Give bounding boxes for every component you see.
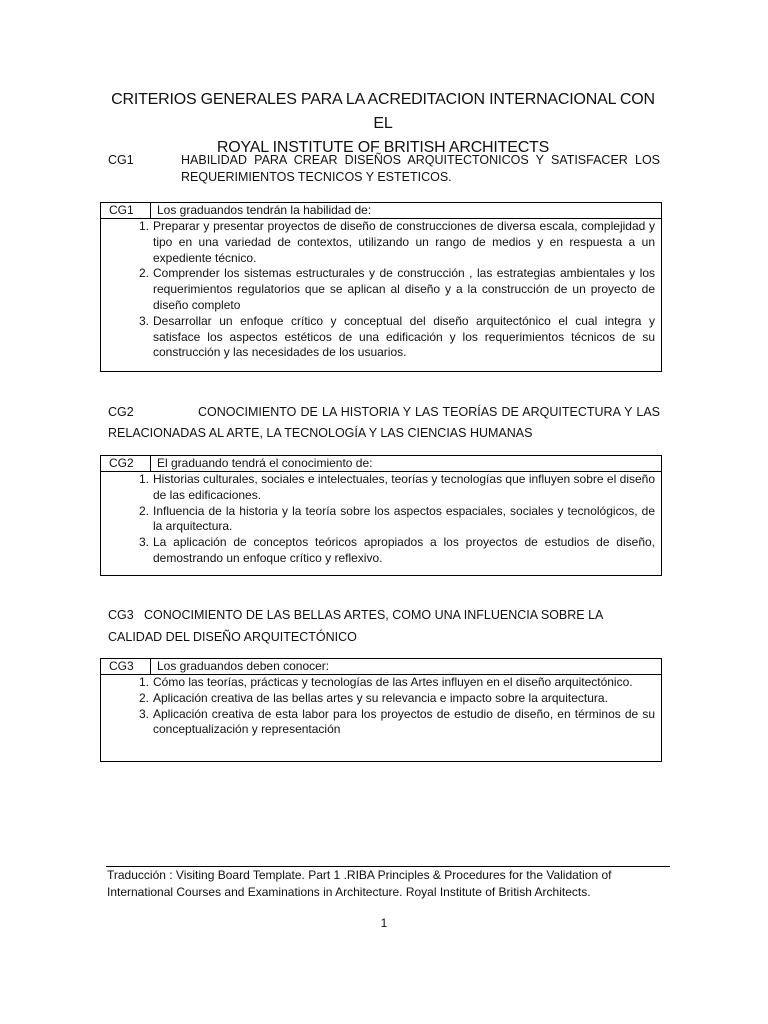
section-heading-cg3 bbox=[108, 604, 660, 648]
section-heading-cg1 bbox=[108, 152, 660, 186]
criteria-lead: Los graduandos tendrán la habilidad de: bbox=[157, 203, 372, 217]
list-item: 1. Cómo las teorías, prácticas y tecnologías de las Artes influyen en el diseño arquitectónico. bbox=[138, 675, 633, 689]
criteria-box-cg1 bbox=[100, 202, 662, 372]
criteria-code: CG3 bbox=[101, 659, 151, 674]
list-item: 1. Preparar y presentar proyectos de diseño de construcciones de diversa escala, complejidad y tipo en una variedad de contextos, utilizando un rango de medios y en respuesta a un expediente técnico. bbox=[138, 219, 655, 265]
list-item: 3. Aplicación creativa de esta labor para los proyectos de estudio de diseño, en términos de su conceptualización y representación bbox=[138, 706, 655, 737]
list-item: 2. Aplicación creativa de las bellas artes y su relevancia e impacto sobre la arquitectura. bbox=[138, 690, 608, 705]
list-item: 2. Comprender los sistemas estructurales y de construcción , las estrategias ambientales y los requerimientos regulatorios que se aplican al diseño y a la construcción de un proyecto de diseño completo bbox=[138, 266, 655, 312]
section-heading-text: CONOCIMIENTO DE LA HISTORIA Y LAS TEORÍAS DE ARQUITECTURA Y LAS RELACIONADAS AL ARTE, LA TECNOLOGÍA Y LAS CIENCIAS HUMANAS bbox=[108, 405, 660, 440]
criteria-list bbox=[101, 675, 661, 738]
title-line-2: ROYAL INSTITUTE OF BRITISH ARCHITECTS bbox=[216, 139, 550, 156]
section-code: CG2 bbox=[108, 405, 134, 419]
criteria-list bbox=[101, 472, 661, 567]
list-item: 2. Influencia de la historia y la teoría sobre los aspectos espaciales, sociales y tecnológicos, de la arquitectura. bbox=[138, 503, 655, 534]
list-item: 1. Historias culturales, sociales e intelectuales, teorías y tecnologías que influyen sobre el diseño de las edificaciones. bbox=[138, 472, 655, 502]
footer-note: Traducción : Visiting Board Template. Part 1 .RIBA Principles & Procedures for the Validation of International Courses and Examinations in Architecture. Royal Institute of British Architects. bbox=[107, 868, 612, 899]
section-code: CG1 bbox=[108, 153, 134, 167]
list-item: 3. Desarrollar un enfoque crítico y conceptual del diseño arquitectónico el cual integra y satisface los aspectos estéticos de una edificación y los requerimientos técnicos de su construcción y las necesidades de los usuarios. bbox=[138, 313, 655, 360]
criteria-list bbox=[101, 219, 661, 361]
section-heading-text: CONOCIMIENTO DE LAS BELLAS ARTES, COMO UNA INFLUENCIA SOBRE LA CALIDAD DEL DISEÑO ARQUITECTÓNICO bbox=[108, 608, 603, 644]
criteria-box-header bbox=[101, 203, 661, 219]
criteria-lead: El graduando tendrá el conocimiento de: bbox=[157, 456, 373, 470]
page-number: 1 bbox=[380, 916, 388, 930]
criteria-box-header bbox=[101, 659, 661, 675]
section-code: CG3 bbox=[108, 608, 134, 622]
criteria-box-header bbox=[101, 456, 661, 472]
criteria-box-cg3 bbox=[100, 658, 662, 762]
criteria-code: CG1 bbox=[101, 203, 151, 218]
document-title bbox=[100, 88, 666, 160]
criteria-lead: Los graduandos deben conocer: bbox=[157, 659, 330, 673]
section-heading-text: HABILIDAD PARA CREAR DISEÑOS ARQUITECTONICOS Y SATISFACER LOS REQUERIMIENTOS TECNICOS Y ESTETICOS. bbox=[181, 153, 660, 184]
criteria-box-cg2 bbox=[100, 455, 662, 576]
criteria-code: CG2 bbox=[101, 456, 151, 471]
list-item: 3. La aplicación de conceptos teóricos apropiados a los proyectos de estudios de diseño, demostrando un enfoque crítico y reflexivo. bbox=[138, 535, 655, 565]
title-line-1: CRITERIOS GENERALES PARA LA ACREDITACION INTERNACIONAL CON EL bbox=[111, 91, 655, 132]
section-heading-cg2 bbox=[108, 402, 660, 444]
